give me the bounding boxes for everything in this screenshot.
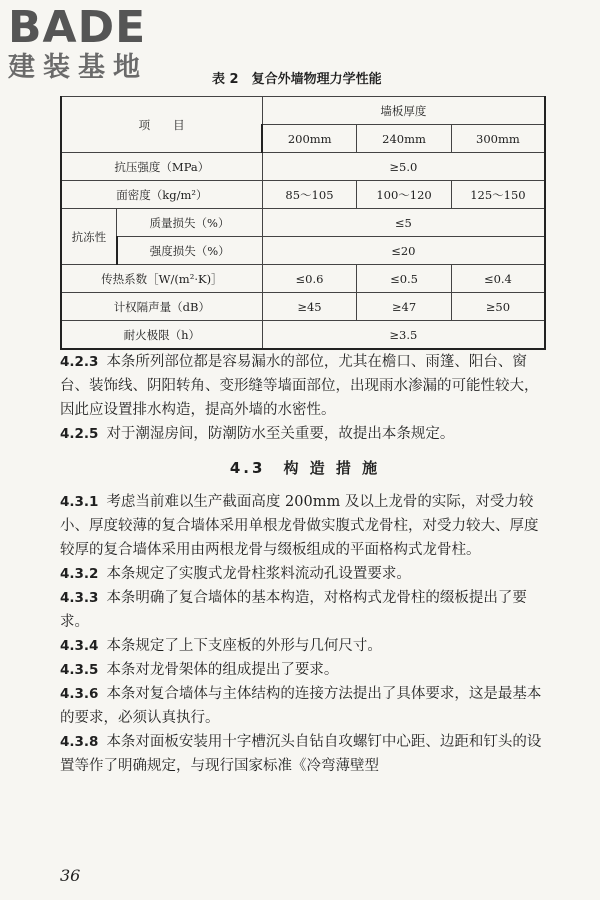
- cell: ≤5: [262, 209, 545, 237]
- cell: ≤0.6: [262, 265, 357, 293]
- clause-text: 本条对复合墙体与主体结构的连接方法提出了具体要求，这是最基本的要求，必须认真执行。: [60, 686, 542, 726]
- group-label: 抗冻性: [61, 209, 117, 265]
- clause-text: 本条对龙骨架体的组成提出了要求。: [106, 662, 339, 678]
- page-number: 36: [60, 866, 81, 885]
- cell: 85～105: [262, 181, 357, 209]
- row-label: 耐火极限（h）: [61, 321, 262, 350]
- clause-paragraph: [60, 586, 550, 634]
- clause-number: 4.3.8: [60, 734, 99, 750]
- clause-number: 4.2.3: [60, 354, 99, 370]
- body-text: [60, 350, 550, 778]
- row-label: 计权隔声量（dB）: [61, 293, 262, 321]
- clause-text: 本条规定了实腹式龙骨柱浆料流动孔设置要求。: [106, 566, 411, 582]
- section-heading: 4.3 构 造 措 施: [229, 459, 381, 477]
- logo: [8, 2, 148, 84]
- cell: 100～120: [357, 181, 452, 209]
- table-row: [61, 293, 545, 321]
- clause-number: 4.2.5: [60, 426, 99, 442]
- clause-number: 4.3.4: [60, 638, 99, 654]
- clause-number: 4.3.5: [60, 662, 99, 678]
- logo-chinese: 建装基地: [8, 52, 148, 83]
- col-header: 200mm: [262, 125, 357, 153]
- cell: ≥45: [262, 293, 357, 321]
- clause-paragraph: [60, 730, 550, 778]
- row-label: 面密度（kg/m²）: [61, 181, 262, 209]
- clause-paragraph: [60, 682, 550, 730]
- cell: ≤0.4: [451, 265, 545, 293]
- logo-wordmark: BADE: [8, 2, 147, 53]
- properties-table: [60, 96, 546, 350]
- clause-number: 4.3.3: [60, 590, 99, 606]
- col-header: 240mm: [357, 125, 452, 153]
- header-thickness: 墙板厚度: [262, 97, 545, 125]
- row-label: 质量损失（%）: [117, 209, 262, 237]
- table-caption: 表 2 复合外墙物理力学性能: [212, 72, 382, 87]
- clause-text: 本条明确了复合墙体的基本构造，对格构式龙骨柱的缀板提出了要求。: [60, 590, 527, 630]
- row-label: 抗压强度（MPa）: [61, 153, 262, 181]
- row-label: 强度损失（%）: [117, 237, 262, 265]
- cell: ≥50: [451, 293, 545, 321]
- clause-paragraph: [60, 562, 550, 586]
- clause-number: 4.3.1: [60, 494, 99, 510]
- cell: ≥47: [357, 293, 452, 321]
- clause-number: 4.3.6: [60, 686, 99, 702]
- clause-text: 本条对面板安装用十字槽沉头自钻自攻螺钉中心距、边距和钉头的设置等作了明确规定，与现行国家标准《冷弯薄壁型: [60, 734, 542, 774]
- clause-text: 本条规定了上下支座板的外形与几何尺寸。: [106, 638, 382, 654]
- cell: 125～150: [451, 181, 545, 209]
- clause-paragraph: [60, 658, 550, 682]
- clause-number: 4.3.2: [60, 566, 99, 582]
- clause-paragraph: [60, 490, 550, 562]
- clause-paragraph: [60, 350, 550, 422]
- table-row: [61, 209, 545, 237]
- cell: ≥5.0: [262, 153, 545, 181]
- table-row: [61, 321, 545, 350]
- cell: ≤0.5: [357, 265, 452, 293]
- header-item: 项 目: [61, 97, 262, 153]
- clause-text: 对于潮湿房间，防潮防水至关重要，故提出本条规定。: [106, 426, 455, 442]
- cell: ≥3.5: [262, 321, 545, 350]
- table-row: [61, 181, 545, 209]
- row-label: 传热系数［W/(m²·K)］: [61, 265, 262, 293]
- table-row: [61, 237, 545, 265]
- col-header: 300mm: [451, 125, 545, 153]
- table-row: [61, 153, 545, 181]
- clause-text: 本条所列部位都是容易漏水的部位，尤其在檐口、雨篷、阳台、窗台、装饰线、阴阳转角、变形缝等墙面部位，出现雨水渗漏的可能性较大，因此应设置排水构造，提高外墙的水密性。: [60, 354, 539, 418]
- clause-text: 考虑当前难以生产截面高度 200mm 及以上龙骨的实际，对受力较小、厚度较薄的复合墙体采用单根龙骨做实腹式龙骨柱，对受力较大、厚度较厚的复合墙体采用由两根龙骨与缀板组成的平面格构式龙骨柱。: [60, 494, 539, 558]
- clause-paragraph: [60, 634, 550, 658]
- table-row: [61, 265, 545, 293]
- clause-paragraph: [60, 422, 550, 446]
- cell: ≤20: [262, 237, 545, 265]
